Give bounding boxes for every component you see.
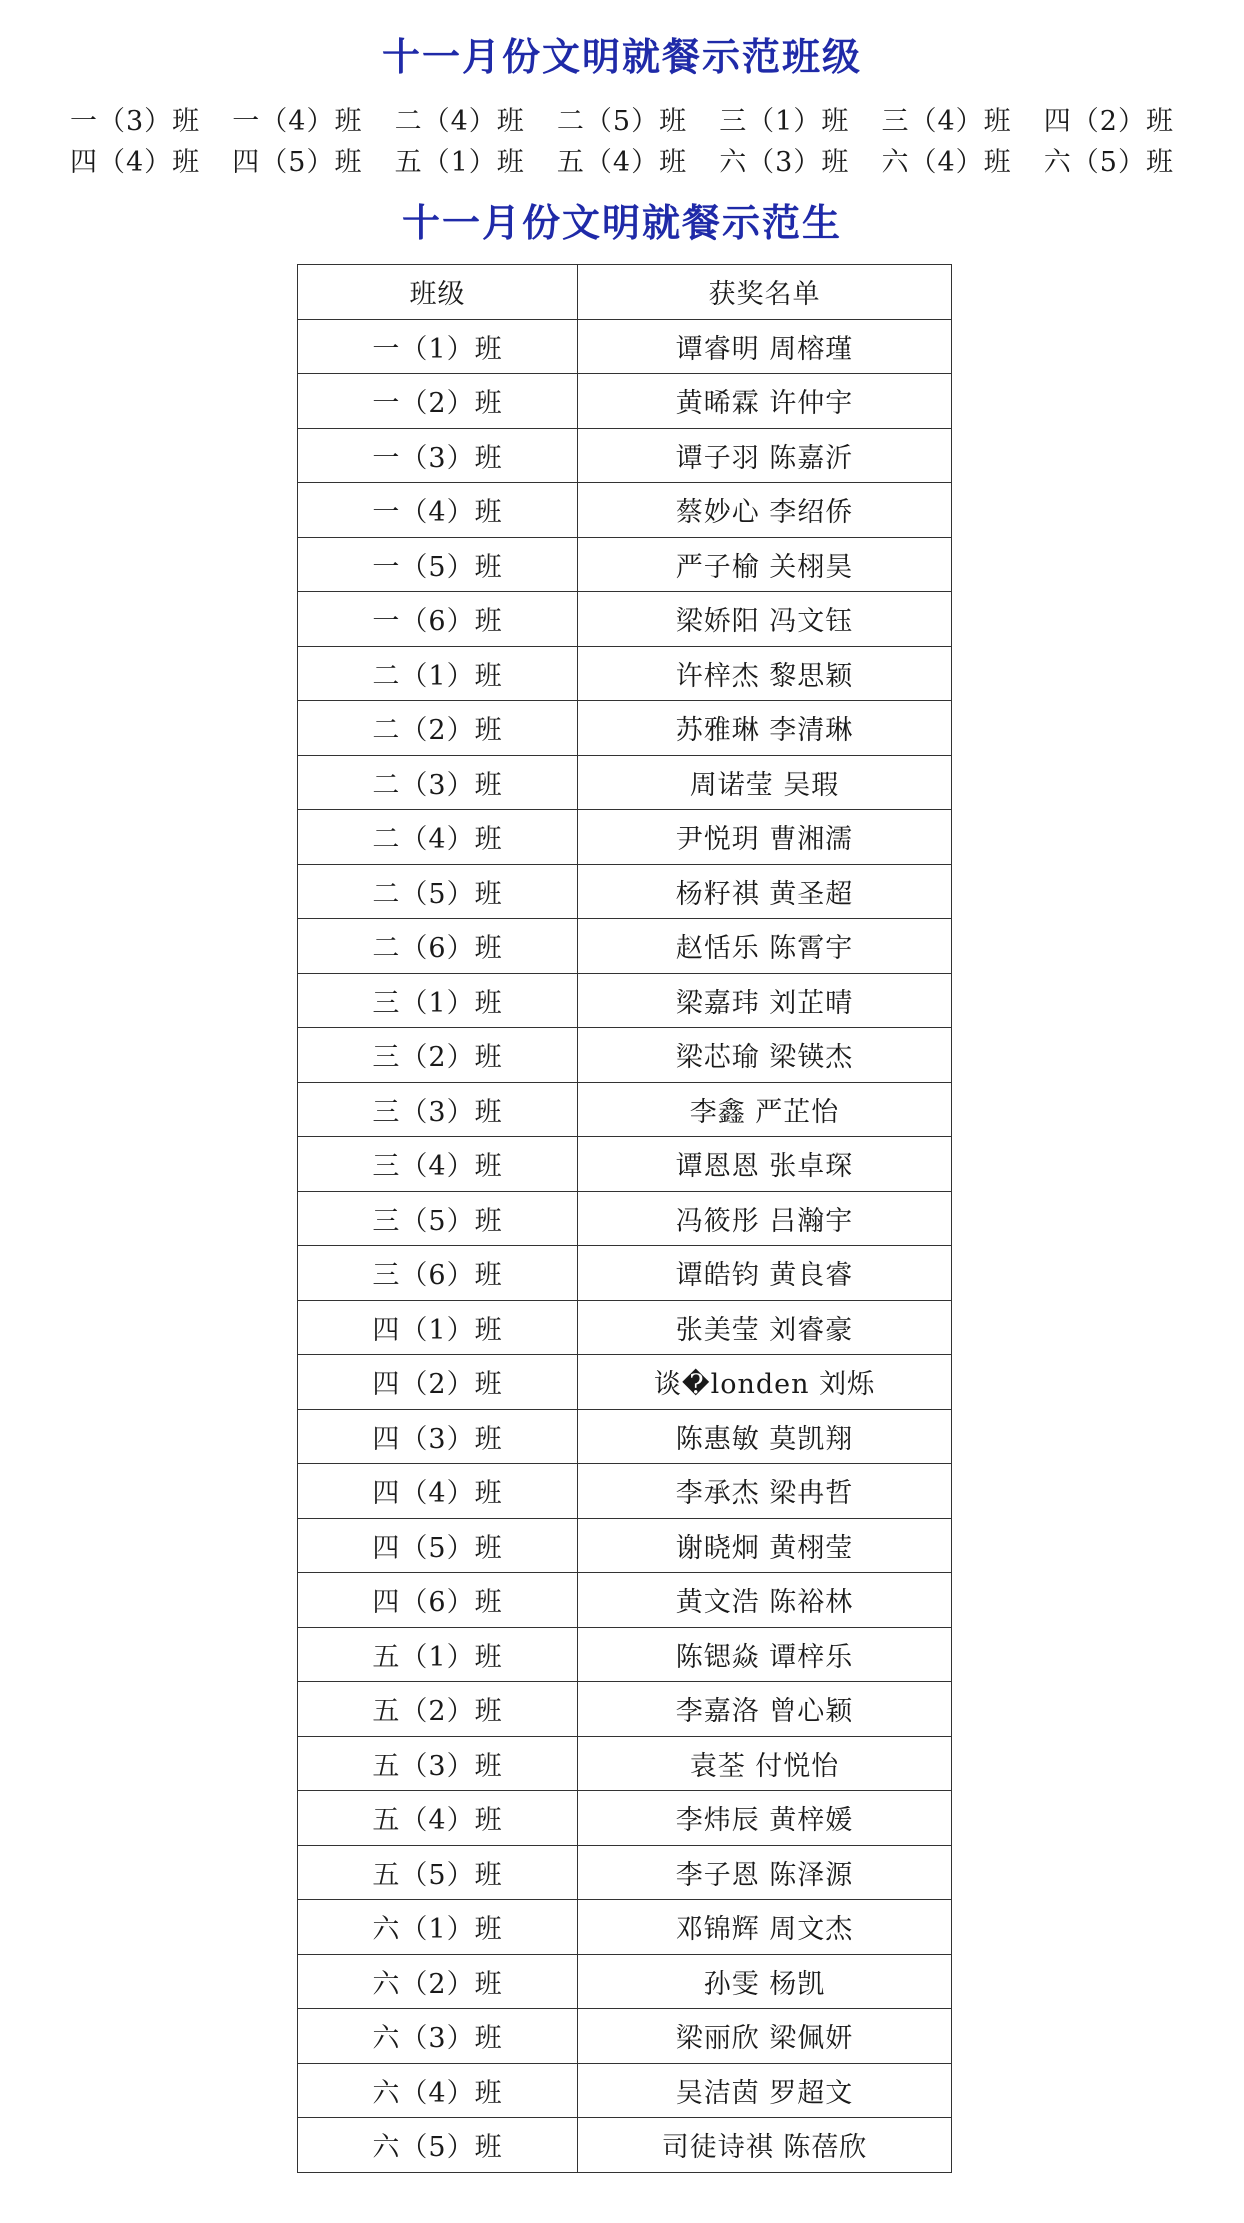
table-row (298, 701, 952, 756)
winners-cell: 陈惠敏 莫凯翔 (578, 1409, 952, 1464)
winners-cell: 严子榆 关栩昊 (578, 537, 952, 592)
winners-cell: 陈锶焱 谭梓乐 (578, 1627, 952, 1682)
class-cell: 四（5）班 (298, 1518, 578, 1573)
winners-cell: 司徒诗祺 陈蓓欣 (578, 2118, 952, 2173)
table-row (298, 483, 952, 538)
winners-cell: 周诺莹 吴瑕 (578, 755, 952, 810)
class-cell: 一（4）班 (298, 483, 578, 538)
model-class-item: 三（4）班 (881, 106, 1012, 137)
table-row (298, 2009, 952, 2064)
class-cell: 六（4）班 (298, 2063, 578, 2118)
class-cell: 四（4）班 (298, 1464, 578, 1519)
table-row (298, 428, 952, 483)
class-cell: 四（1）班 (298, 1300, 578, 1355)
table-row (298, 1736, 952, 1791)
winners-cell: 袁荃 付悦怡 (578, 1736, 952, 1791)
model-class-item: 一（3）班 (70, 106, 201, 137)
class-cell: 六（2）班 (298, 1954, 578, 2009)
table-row (298, 646, 952, 701)
table-row (298, 1137, 952, 1192)
winners-cell: 杨籽祺 黄圣超 (578, 864, 952, 919)
table-row (298, 1900, 952, 1955)
class-cell: 二（6）班 (298, 919, 578, 974)
winners-cell: 冯筱彤 吕瀚宇 (578, 1191, 952, 1246)
table-row (298, 973, 952, 1028)
table-row (298, 2063, 952, 2118)
table-row (298, 592, 952, 647)
table-row (298, 374, 952, 429)
table-row (298, 810, 952, 865)
class-cell: 六（5）班 (298, 2118, 578, 2173)
winners-cell: 梁娇阳 冯文钰 (578, 592, 952, 647)
class-cell: 五（4）班 (298, 1791, 578, 1846)
table-row (298, 1682, 952, 1737)
class-cell: 一（6）班 (298, 592, 578, 647)
table-row (298, 1791, 952, 1846)
class-cell: 六（1）班 (298, 1900, 578, 1955)
model-class-item: 一（4）班 (232, 106, 363, 137)
table-row (298, 1954, 952, 2009)
title-model-students: 十一月份文明就餐示范生 (401, 200, 842, 245)
table-row (298, 1082, 952, 1137)
model-class-item: 三（1）班 (719, 106, 850, 137)
class-cell: 二（1）班 (298, 646, 578, 701)
winners-cell: 苏雅琳 李清琳 (578, 701, 952, 756)
class-cell: 六（3）班 (298, 2009, 578, 2064)
model-class-item: 五（4）班 (556, 147, 688, 178)
class-cell: 三（6）班 (298, 1246, 578, 1301)
class-cell: 三（2）班 (298, 1028, 578, 1083)
winners-cell: 黄文浩 陈裕林 (578, 1573, 952, 1628)
winners-cell: 梁芯瑜 梁锳杰 (578, 1028, 952, 1083)
class-cell: 五（5）班 (298, 1845, 578, 1900)
winners-cell: 李鑫 严芷怡 (578, 1082, 952, 1137)
class-cell: 一（3）班 (298, 428, 578, 483)
winners-cell: 黄晞霖 许仲宇 (578, 374, 952, 429)
model-classes-line-1 (70, 108, 1174, 135)
column-header-class: 班级 (298, 265, 578, 320)
class-cell: 二（4）班 (298, 810, 578, 865)
model-class-item: 五（1）班 (394, 147, 525, 178)
class-cell: 二（5）班 (298, 864, 578, 919)
model-class-item: 六（4）班 (881, 147, 1012, 178)
winners-cell: 谭恩恩 张卓琛 (578, 1137, 952, 1192)
model-class-item: 四（5）班 (232, 147, 363, 178)
model-class-item: 六（3）班 (719, 147, 850, 178)
class-cell: 四（2）班 (298, 1355, 578, 1410)
title-model-classes: 十一月份文明就餐示范班级 (381, 34, 862, 79)
table-row (298, 537, 952, 592)
table-row (298, 1845, 952, 1900)
winners-cell: 张美莹 刘睿豪 (578, 1300, 952, 1355)
winners-cell: 梁丽欣 梁佩妍 (578, 2009, 952, 2064)
winners-cell: 谈�londen 刘烁 (578, 1355, 952, 1410)
class-cell: 三（1）班 (298, 973, 578, 1028)
winners-cell: 谭子羽 陈嘉沂 (578, 428, 952, 483)
table-row (298, 864, 952, 919)
table-row (298, 1409, 952, 1464)
table-row (298, 1028, 952, 1083)
class-cell: 五（2）班 (298, 1682, 578, 1737)
table-row (298, 1464, 952, 1519)
model-class-item: 二（5）班 (556, 106, 688, 137)
winners-cell: 吴洁茵 罗超文 (578, 2063, 952, 2118)
winners-cell: 赵恬乐 陈霄宇 (578, 919, 952, 974)
class-cell: 四（3）班 (298, 1409, 578, 1464)
table-row (298, 1627, 952, 1682)
winners-cell: 谢晓炯 黄栩莹 (578, 1518, 952, 1573)
class-cell: 五（3）班 (298, 1736, 578, 1791)
class-cell: 三（4）班 (298, 1137, 578, 1192)
winners-cell: 尹悦玥 曹湘濡 (578, 810, 952, 865)
winners-cell: 李嘉洛 曾心颖 (578, 1682, 952, 1737)
winners-cell: 谭皓钧 黄良睿 (578, 1246, 952, 1301)
winners-cell: 李子恩 陈泽源 (578, 1845, 952, 1900)
table-row (298, 2118, 952, 2173)
winners-cell: 谭睿明 周榕瑾 (578, 319, 952, 374)
class-cell: 三（5）班 (298, 1191, 578, 1246)
table-row (298, 1518, 952, 1573)
table-row (298, 919, 952, 974)
column-header-winners: 获奖名单 (578, 265, 952, 320)
table-row (298, 319, 952, 374)
winners-cell: 梁嘉玮 刘芷晴 (578, 973, 952, 1028)
class-cell: 一（5）班 (298, 537, 578, 592)
class-cell: 二（3）班 (298, 755, 578, 810)
table-row (298, 1300, 952, 1355)
awards-table-body (298, 319, 952, 2172)
awards-table (297, 264, 952, 2173)
class-cell: 一（1）班 (298, 319, 578, 374)
winners-cell: 蔡妙心 李绍侨 (578, 483, 952, 538)
winners-cell: 孙雯 杨凯 (578, 1954, 952, 2009)
class-cell: 三（3）班 (298, 1082, 578, 1137)
winners-cell: 李承杰 梁冉哲 (578, 1464, 952, 1519)
table-row (298, 755, 952, 810)
model-class-item: 六（5）班 (1043, 147, 1174, 178)
model-class-item: 四（4）班 (70, 147, 201, 178)
model-classes-line-2 (70, 149, 1174, 176)
class-cell: 二（2）班 (298, 701, 578, 756)
table-row (298, 1355, 952, 1410)
winners-cell: 许梓杰 黎思颖 (578, 646, 952, 701)
model-class-item: 四（2）班 (1043, 106, 1174, 137)
winners-cell: 邓锦辉 周文杰 (578, 1900, 952, 1955)
table-row (298, 1573, 952, 1628)
class-cell: 一（2）班 (298, 374, 578, 429)
class-cell: 五（1）班 (298, 1627, 578, 1682)
table-header-row (298, 265, 952, 320)
model-class-item: 二（4）班 (394, 106, 525, 137)
table-row (298, 1191, 952, 1246)
table-row (298, 1246, 952, 1301)
class-cell: 四（6）班 (298, 1573, 578, 1628)
winners-cell: 李炜辰 黄梓媛 (578, 1791, 952, 1846)
